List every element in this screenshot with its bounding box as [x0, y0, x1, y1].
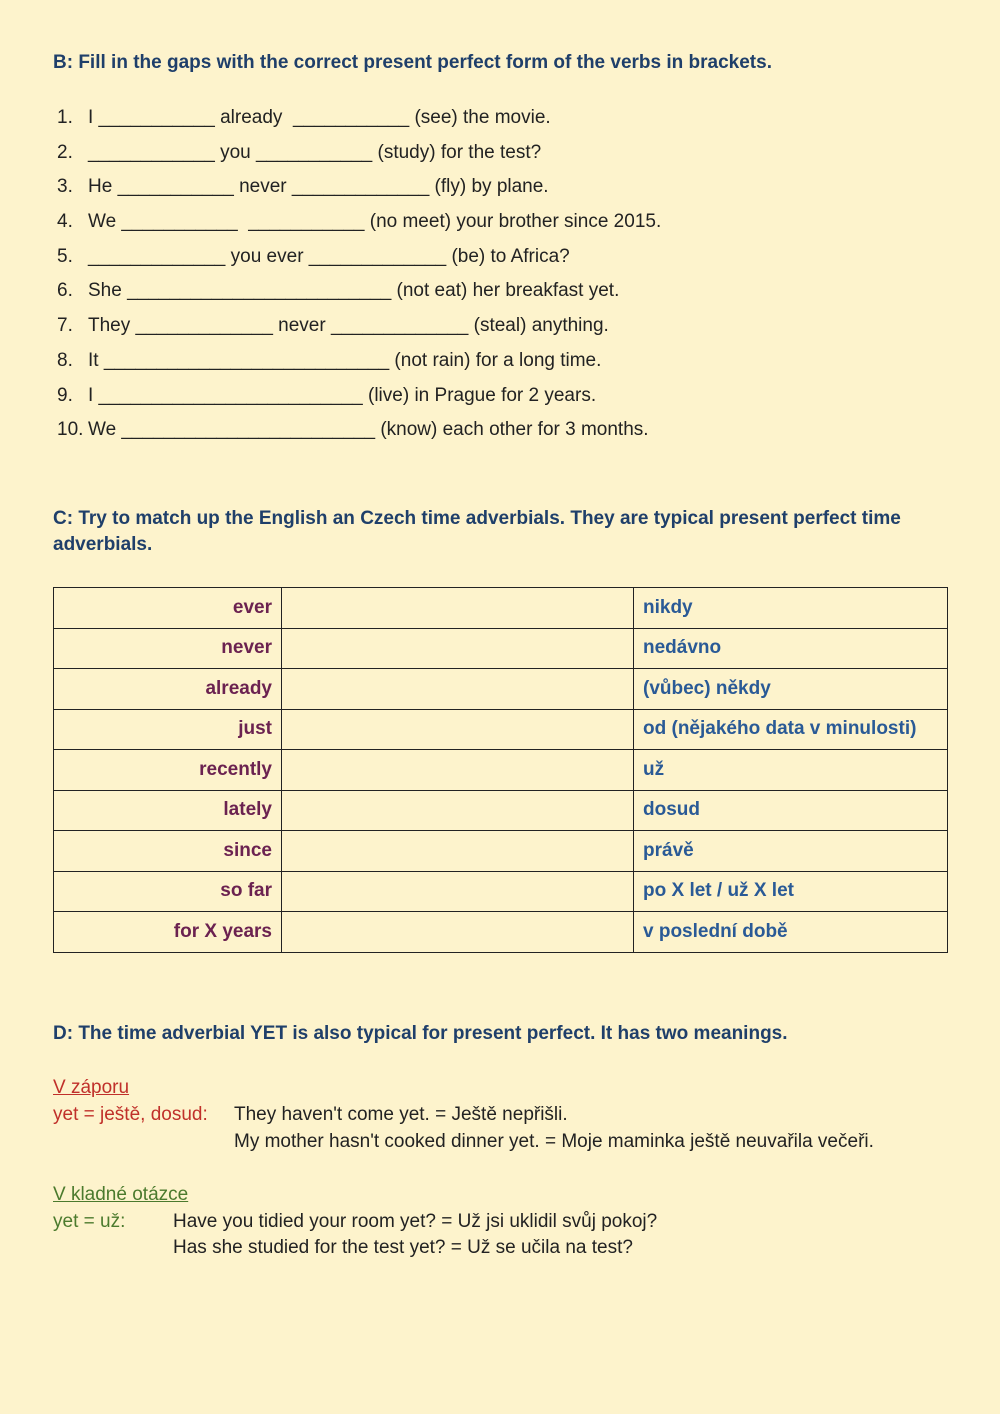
exercise-item	[57, 277, 661, 312]
item-text: She _________________________ (not eat) her breakfast yet.	[88, 280, 620, 302]
exercise-item	[57, 416, 661, 451]
english-adverbial: since	[54, 831, 282, 872]
exercise-item	[57, 208, 661, 243]
item-number: 6.	[57, 280, 73, 302]
section-c-heading: C: Try to match up the English an Czech time adverbials. They are typical present perfect time adverbials.	[53, 508, 901, 555]
english-adverbial: already	[54, 669, 282, 710]
negative-example: My mother hasn't cooked dinner yet. = Moje maminka ještě neuvařila večeři.	[234, 1131, 874, 1152]
match-area[interactable]	[282, 831, 634, 872]
czech-adverbial[interactable]: nikdy	[634, 588, 948, 629]
table-row	[54, 831, 948, 872]
match-area[interactable]	[282, 709, 634, 750]
negative-label: yet = ještě, dosud:	[53, 1104, 208, 1125]
section-d-heading: D: The time adverbial YET is also typical for present perfect. It has two meanings.	[53, 1023, 788, 1044]
english-adverbial: lately	[54, 790, 282, 831]
czech-adverbial[interactable]: od (nějakého data v minulosti)	[634, 709, 948, 750]
item-text: He ___________ never _____________ (fly) by plane.	[88, 176, 549, 198]
table-row	[54, 709, 948, 750]
negative-example: They haven't come yet. = Ještě nepřišli.	[234, 1104, 568, 1125]
match-area[interactable]	[282, 912, 634, 953]
item-text: ____________ you ___________ (study) for the test?	[88, 141, 542, 163]
table-row	[54, 790, 948, 831]
match-area[interactable]	[282, 790, 634, 831]
exercise-item	[57, 173, 661, 208]
item-text: We ________________________ (know) each other for 3 months.	[88, 419, 649, 441]
english-adverbial: ever	[54, 588, 282, 629]
table-row	[54, 588, 948, 629]
item-text: We ___________ ___________ (no meet) your brother since 2015.	[88, 211, 662, 233]
english-adverbial: for X years	[54, 912, 282, 953]
item-number: 9.	[57, 384, 73, 406]
match-area[interactable]	[282, 750, 634, 791]
table-row	[54, 628, 948, 669]
match-area[interactable]	[282, 628, 634, 669]
czech-adverbial[interactable]: v poslední době	[634, 912, 948, 953]
negative-title: V záporu	[53, 1077, 130, 1098]
matching-table	[53, 587, 948, 953]
item-number: 3.	[57, 176, 73, 198]
item-text: I ___________ already ___________ (see) the movie.	[88, 107, 551, 128]
question-label: yet = už:	[53, 1211, 126, 1232]
exercise-item	[57, 243, 661, 278]
item-number: 7.	[57, 315, 73, 337]
section-b-heading: B: Fill in the gaps with the correct present perfect form of the verbs in brackets.	[53, 52, 772, 73]
match-area[interactable]	[282, 669, 634, 710]
english-adverbial: so far	[54, 871, 282, 912]
item-number: 5.	[57, 245, 73, 267]
czech-adverbial[interactable]: právě	[634, 831, 948, 872]
gap-fill-exercise	[57, 104, 661, 451]
item-number: 10.	[57, 419, 84, 441]
english-adverbial: never	[54, 628, 282, 669]
question-example: Has she studied for the test yet? = Už se učila na test?	[173, 1237, 633, 1258]
english-adverbial: just	[54, 709, 282, 750]
czech-adverbial[interactable]: (vůbec) někdy	[634, 669, 948, 710]
item-text: They _____________ never _____________ (steal) anything.	[88, 315, 609, 337]
item-text: _____________ you ever _____________ (be) to Africa?	[88, 245, 570, 267]
exercise-item	[57, 347, 661, 382]
exercise-item	[57, 139, 661, 174]
item-number: 1.	[57, 107, 73, 128]
exercise-item	[57, 382, 661, 417]
item-text: I _________________________ (live) in Prague for 2 years.	[88, 384, 597, 406]
question-example: Have you tidied your room yet? = Už jsi uklidil svůj pokoj?	[173, 1211, 658, 1232]
match-area[interactable]	[282, 588, 634, 629]
czech-adverbial[interactable]: už	[634, 750, 948, 791]
czech-adverbial[interactable]: dosud	[634, 790, 948, 831]
item-number: 2.	[57, 141, 73, 163]
exercise-item	[57, 104, 661, 139]
table-row	[54, 669, 948, 710]
table-row	[54, 750, 948, 791]
item-number: 8.	[57, 349, 73, 371]
match-area[interactable]	[282, 871, 634, 912]
question-title: V kladné otázce	[53, 1184, 189, 1205]
english-adverbial: recently	[54, 750, 282, 791]
czech-adverbial[interactable]: nedávno	[634, 628, 948, 669]
item-number: 4.	[57, 211, 73, 233]
czech-adverbial[interactable]: po X let / už X let	[634, 871, 948, 912]
item-text: It ___________________________ (not rain) for a long time.	[88, 349, 602, 371]
exercise-item	[57, 312, 661, 347]
table-row	[54, 871, 948, 912]
table-row	[54, 912, 948, 953]
